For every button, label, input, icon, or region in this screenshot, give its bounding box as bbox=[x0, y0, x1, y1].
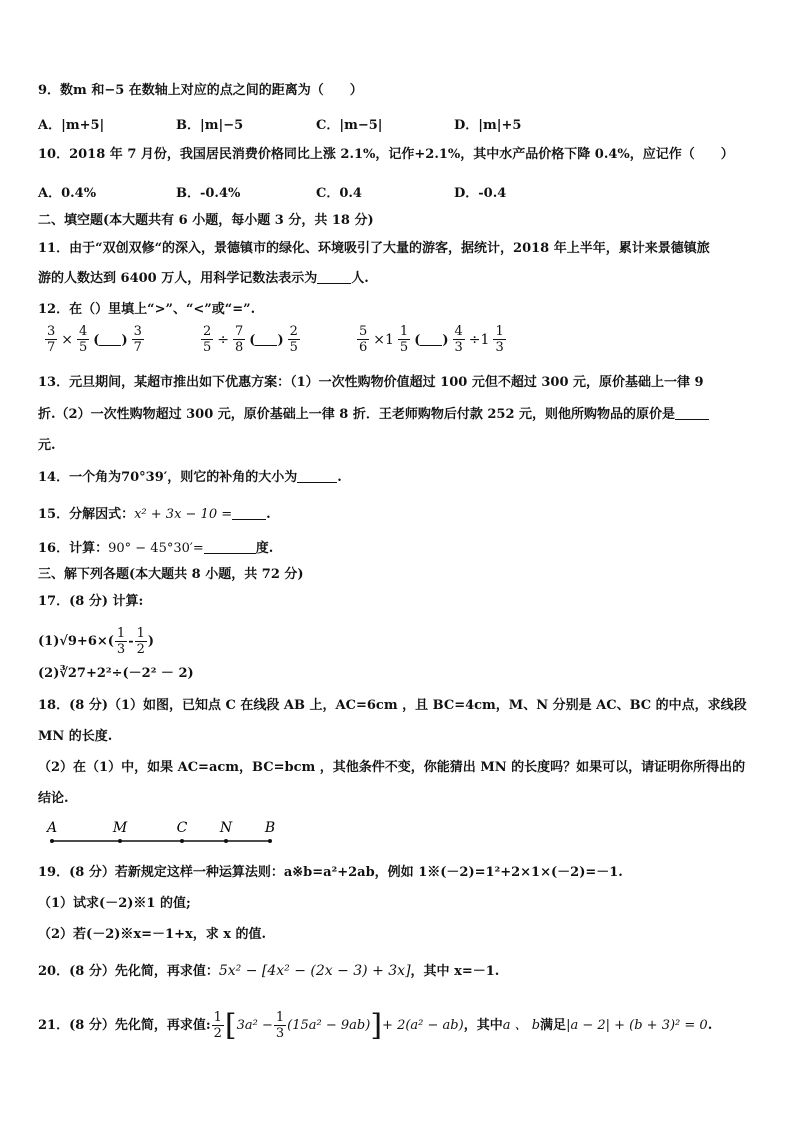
q19-line1: 19．(8 分）若新规定这样一种运算法则：a※b=a²+2ab，例如 1※(－2)=1²+2×1×(－2)=－1. bbox=[38, 865, 623, 880]
q12-item-3: $\frac{5}{6}$ ×1 $\frac{1}{5}$ ( ) $\frac{4}{3}$ ÷1 $\frac{1}{3}$ bbox=[359, 324, 504, 355]
point-c-label: C bbox=[176, 820, 188, 836]
q10-stem: 10．2018 年 7 月份，我国居民消费价格同比上涨 2.1%，记作+2.1%，其中水产品价格下降 0.4%，应记作（ ） bbox=[38, 147, 734, 162]
q16-answer-blank bbox=[204, 540, 256, 554]
q13-line3: 元. bbox=[38, 438, 56, 453]
q15-expression: x² + 3x − 10 = bbox=[134, 507, 233, 522]
fraction: $\frac{1}{3}$ bbox=[275, 1010, 285, 1041]
q11-line1: 11．由于“双创双修“的深入，景德镇市的绿化、环境吸引了大量的游客，据统计，2018 年上半年，累计来景德镇旅 bbox=[38, 241, 710, 256]
q14-answer-blank bbox=[297, 469, 337, 483]
q16: 16．计算：90° − 45°30′= 度. bbox=[38, 541, 274, 556]
q19-line3: （2）若(－2)※x=－1+x，求 x 的值. bbox=[38, 927, 267, 942]
q10-option-a: A．0.4% bbox=[38, 186, 97, 201]
q17-part1: (1)√9+6×( $\frac{1}{3}$ - $\frac{1}{2}$ ) bbox=[38, 626, 155, 657]
fraction: $\frac{4}{3}$ bbox=[454, 324, 463, 355]
q9-stem: 9．数m 和−5 在数轴上对应的点之间的距离为（ ） bbox=[38, 83, 363, 98]
q18-line2: MN 的长度. bbox=[38, 729, 113, 744]
point-b-dot bbox=[268, 839, 272, 843]
q10-option-b: B．-0.4% bbox=[176, 186, 241, 201]
q13-answer-blank bbox=[675, 406, 709, 420]
point-n-dot bbox=[224, 839, 228, 843]
right-bracket: ] bbox=[370, 1007, 383, 1043]
q9-option-b: B．|m|−5 bbox=[176, 118, 244, 133]
q10-option-c: C．0.4 bbox=[316, 186, 362, 201]
fraction: $\frac{1}{2}$ bbox=[213, 1010, 222, 1041]
fraction: $\frac{1}{5}$ bbox=[399, 324, 409, 355]
fraction: $\frac{5}{6}$ bbox=[359, 324, 368, 355]
fraction: $\frac{1}{3}$ bbox=[116, 626, 126, 657]
q13-line2: 折.（2）一次性购物超过 300 元，原价基础上一律 8 折．王老师购物后付款 252 元，则他所购物品的原价是 bbox=[38, 406, 709, 424]
fraction: $\frac{1}{2}$ bbox=[136, 626, 145, 657]
q14: 14．一个角为70°39′，则它的补角的大小为 . bbox=[38, 470, 342, 485]
q19-line2: （1）试求(－2)※1 的值; bbox=[38, 896, 191, 911]
q12-item-2: $\frac{2}{5}$ ÷ $\frac{7}{8}$ ( ) $\frac{2}{5}$ bbox=[203, 324, 298, 355]
fraction: $\frac{1}{3}$ bbox=[495, 324, 504, 355]
q9-option-a: A．|m+5| bbox=[38, 118, 105, 133]
q20-expression: 5x² − [4x² − (2x − 3) + 3x] bbox=[218, 963, 411, 979]
q9-option-d: D．|m|+5 bbox=[454, 118, 522, 133]
point-a-label: A bbox=[46, 820, 58, 836]
section-solve-heading: 三、解下列各题(本大题共 8 小题，共 72 分) bbox=[38, 567, 304, 582]
q13-line1: 13．元旦期间，某超市推出如下优惠方案：（1）一次性购物价值超过 100 元但不超过 300 元，原价基础上一律 9 bbox=[38, 375, 704, 390]
fraction: $\frac{2}{5}$ bbox=[289, 324, 298, 355]
q17-stem: 17．(8 分) 计算: bbox=[38, 594, 144, 609]
point-a-dot bbox=[50, 839, 54, 843]
point-c-dot bbox=[180, 839, 184, 843]
q15-answer-blank bbox=[232, 506, 266, 520]
q18-segment-diagram bbox=[40, 818, 290, 848]
fraction: $\frac{3}{7}$ bbox=[47, 324, 56, 355]
left-bracket: [ bbox=[224, 1007, 237, 1043]
q11-line2: 游的人数达到 6400 万人，用科学记数法表示为 人. bbox=[38, 271, 369, 286]
q12-stem: 12．在（）里填上“>”、“<”或“=”. bbox=[38, 302, 256, 317]
q17-part2: (2)∛27+2²÷(－2² － 2) bbox=[38, 666, 194, 681]
fraction: $\frac{7}{8}$ bbox=[235, 324, 244, 355]
q15: 15．分解因式：x² + 3x − 10 = . bbox=[38, 507, 271, 522]
q20: 20．(8 分）先化简，再求值：5x² − [4x² − (2x − 3) + 3x]，其中 x=－1. bbox=[38, 963, 500, 979]
q11-answer-blank bbox=[317, 270, 351, 284]
q12-item-3-answer-paren: ( ) bbox=[414, 332, 449, 348]
q9-option-c: C．|m−5| bbox=[316, 118, 383, 133]
q10-option-d: D．-0.4 bbox=[454, 186, 507, 201]
q16-expression: 90° − 45°30′= bbox=[108, 541, 204, 556]
point-n-label: N bbox=[219, 820, 233, 836]
point-m-label: M bbox=[112, 820, 128, 836]
fraction: $\frac{4}{5}$ bbox=[79, 324, 88, 355]
fraction: $\frac{3}{7}$ bbox=[133, 324, 142, 355]
q12-item-1: $\frac{3}{7}$ × $\frac{4}{5}$ ( ) $\frac{3}{7}$ bbox=[47, 324, 142, 355]
fraction: $\frac{2}{5}$ bbox=[203, 324, 212, 355]
q12-item-1-answer-paren: ( ) bbox=[93, 332, 128, 348]
point-m-dot bbox=[118, 839, 122, 843]
q21: 21．(8 分）先化简，再求值: $\frac{1}{2}$ [ 3a² − $\frac{1}{3}$ (15a² − 9ab) ] + 2(a² − ab) ，其中 a 、 b 满足 |a − 2| + (b + 3)² = 0 . bbox=[38, 1007, 713, 1043]
q18-line1: 18．(8 分)（1）如图，已知点 C 在线段 AB 上，AC=6cm ，且 BC=4cm，M、N 分别是 AC、BC 的中点，求线段 bbox=[38, 698, 747, 713]
section-fill-in-heading: 二、填空题(本大题共有 6 小题，每小题 3 分，共 18 分) bbox=[38, 213, 374, 228]
q18-line3: （2）在（1）中，如果 AC=acm，BC=bcm ，其他条件不变，你能猜出 MN 的长度吗？如果可以，请证明你所得出的 bbox=[38, 760, 746, 775]
q18-line4: 结论. bbox=[38, 791, 69, 806]
point-b-label: B bbox=[264, 820, 276, 836]
q12-item-2-answer-paren: ( ) bbox=[249, 332, 284, 348]
